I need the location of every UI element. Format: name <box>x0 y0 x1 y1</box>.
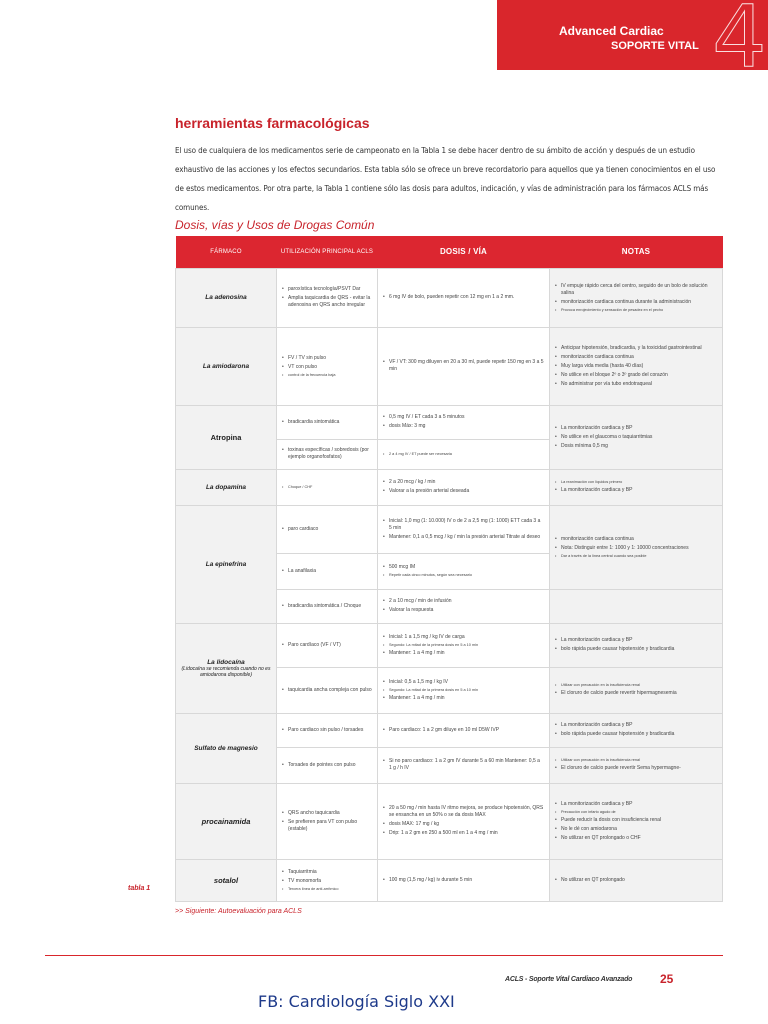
header-farmaco: FÁRMACO <box>176 236 277 268</box>
notes-cell <box>550 623 723 667</box>
list-item: • dosis MAX: 17 mg / kg <box>383 821 544 828</box>
use-cell <box>277 747 378 783</box>
list-item: • VT con pulso <box>282 364 372 371</box>
list-item: • monitorización cardiaca continua <box>555 354 717 361</box>
dose-cell <box>378 268 550 327</box>
list-item: • paroxística tecnología/PSVT Dar <box>282 286 372 293</box>
list-item: • No administrar por vía tubo endotraqueal <box>555 381 717 388</box>
drug-name-text: La lidocaína <box>207 658 245 666</box>
list-item: • 2 a 4 mg IV / ET puede ser necesaria <box>383 452 544 457</box>
list-item: • control de la frecuencia baja <box>282 373 372 378</box>
notes-cell <box>550 747 723 783</box>
use-cell <box>277 405 378 439</box>
use-cell <box>277 469 378 505</box>
list-item: • 6 mg IV de bolo, pueden repetir con 12 mg en 1 a 2 mm. <box>383 294 544 301</box>
intro-paragraph: El uso de cualquiera de los medicamentos serie de campeonato en la Tabla 1 se debe hacer dentro de su ámbito de acción y después de un estudio exhaustivo de las acciones y los efectos secundarios. Esta tabla sólo se ofrece un breve recordatorio para aquellos que ya tienen conocimientos en el uso de estos medicamentos. Por otra parte, la Tabla 1 contiene sólo las dosis para adultos, indicación, y vías de administración para los fármacos ACLS más comunes. <box>175 146 716 212</box>
list-item: • 2 a 10 mcg / min de infusión <box>383 598 544 605</box>
drug-table <box>175 236 723 902</box>
list-item: • Segundo: La mitad de la primera dosis en 5 a 10 min <box>383 688 544 693</box>
dose-cell <box>378 623 550 667</box>
list-item: • Anticipar hipotensión, bradicardia, y la toxicidad gastrointestinal <box>555 345 717 352</box>
notes-cell <box>550 505 723 589</box>
list-item: • Paro cardiaco sin pulso / torsades <box>282 727 372 734</box>
chapter-number: 4 <box>712 0 767 87</box>
table-title: Dosis, vías y Usos de Drogas Común <box>175 218 375 232</box>
notes-cell <box>550 859 723 901</box>
table-caption: tabla 1 <box>128 885 151 892</box>
list-item: • La monitorización cardiaca y BP <box>555 487 717 494</box>
list-item: • Paro cardíaco (VF / VT) <box>282 642 372 649</box>
table-row <box>176 327 723 405</box>
drug-name: Atropina <box>176 405 277 469</box>
list-item: • Se prefieren para VT con pulso (estable) <box>282 819 372 833</box>
dose-cell <box>378 859 550 901</box>
list-item: • Amplia taquicardia de QRS - evitar la adenosina en QRS ancho irregular <box>282 295 372 309</box>
use-cell <box>277 589 378 623</box>
list-item: • Inicial: 1,0 mg (1: 10.000) IV o de 2 a 2,5 mg (1: 1000) ETT cada 3 a 5 min <box>383 518 544 532</box>
list-item: • La monitorización cardiaca y BP <box>555 425 717 432</box>
notes-cell-empty <box>550 589 723 623</box>
list-item: • El cloruro de calcio puede revertir Sema hypermagne- <box>555 765 717 772</box>
list-item: • Utilizar con precaución en la insuficiencia renal <box>555 683 717 688</box>
list-item: • No utilizar en QT prolongado o CHF <box>555 835 717 842</box>
list-item: • TV monomorfa <box>282 878 372 885</box>
dose-cell <box>378 327 550 405</box>
list-item: • FV / TV sin pulso <box>282 355 372 362</box>
list-item: • La reanimación con líquidos primero <box>555 480 717 485</box>
list-item: • VF / VT: 300 mg diluyen en 20 a 30 ml, puede repetir 150 mg en 3 a 5 min <box>383 359 544 373</box>
list-item: • Mantener: 1 a 4 mg / min <box>383 650 544 657</box>
list-item: • 20 a 50 mg / min hasta IV ritmo mejora, se produce hipotensión, QRS se ensancha en un 50% o se da dosis MAX <box>383 805 544 819</box>
table-header-row <box>176 236 723 268</box>
list-item: • taquicardia ancha compleja con pulso <box>282 687 372 694</box>
drug-name: sotalol <box>176 859 277 901</box>
header-notas: NOTAS <box>550 236 723 268</box>
use-cell <box>277 713 378 747</box>
notes-cell <box>550 327 723 405</box>
dose-cell <box>378 589 550 623</box>
list-item: • monitorización cardiaca continua <box>555 536 717 543</box>
list-item: • paro cardiaco <box>282 526 372 533</box>
dose-cell <box>378 553 550 589</box>
list-item: • Puede reducir la dosis con insuficiencia renal <box>555 817 717 824</box>
list-item: • Tercera línea de anti-arrítmico <box>282 887 372 892</box>
footer-divider <box>45 955 723 956</box>
list-item: • La monitorización cardiaca y BP <box>555 801 717 808</box>
list-item: • Muy larga vida media (hasta 40 días) <box>555 363 717 370</box>
list-item: • Inicial: 1 a 1,5 mg / kg IV de carga <box>383 634 544 641</box>
notes-cell <box>550 268 723 327</box>
drug-name: Sulfato de magnesio <box>176 713 277 783</box>
list-item: • Mantener: 0,1 a 0,5 mcg / kg / min la presión arterial Titrate al deseo <box>383 534 544 541</box>
use-cell <box>277 667 378 713</box>
dose-cell <box>378 783 550 859</box>
next-section-link[interactable]: >> Siguiente: Autoevaluación para ACLS <box>175 908 302 915</box>
list-item: • Choque / CHF <box>282 485 372 490</box>
list-item: • toxinas específicas / sobredosis (por ejemplo organofosfatos) <box>282 447 372 461</box>
list-item: • Torsades de pointes con pulso <box>282 762 372 769</box>
use-cell <box>277 439 378 469</box>
list-item: • Dosis mínima 0,5 mg <box>555 443 717 450</box>
table-row <box>176 405 723 439</box>
use-cell <box>277 505 378 553</box>
drug-name: La dopamina <box>176 469 277 505</box>
header-utilizacion: UTILIZACIÓN PRINCIPAL ACLS <box>277 236 378 268</box>
list-item: • 0,5 mg IV / ET cada 3 a 5 minutos <box>383 414 544 421</box>
drug-name-note: (Lidocaína se recomienda cuando no es amiodarona disponible) <box>181 665 271 678</box>
notes-cell <box>550 405 723 469</box>
list-item: • Precaución con infarto agudo de <box>555 810 717 815</box>
list-item: • QRS ancho taquicardia <box>282 810 372 817</box>
drug-name: La epinefrina <box>176 505 277 623</box>
list-item: • Nota: Distinguir entre 1: 1000 y 1: 10000 concentraciones <box>555 545 717 552</box>
list-item: • Inicial: 0,5 a 1,5 mg / kg IV <box>383 679 544 686</box>
dose-cell <box>378 505 550 553</box>
header-dosis: DOSIS / VÍA <box>378 236 550 268</box>
header-subtitle: SOPORTE VITAL <box>611 40 699 52</box>
list-item: • No le dé con amiodarona <box>555 826 717 833</box>
list-item: • Repetir cada cinco minutos, según sea necesario <box>383 573 544 578</box>
list-item: • Segundo: La mitad de la primera dosis en 5 a 10 min <box>383 643 544 648</box>
table-row <box>176 505 723 553</box>
list-item: • No utilice en el bloque 2º o 3º grado del corazón <box>555 372 717 379</box>
use-cell <box>277 859 378 901</box>
dose-cell <box>378 667 550 713</box>
drug-name: La amiodarona <box>176 327 277 405</box>
list-item: • dosis Máx: 3 mg <box>383 423 544 430</box>
footer-text: ACLS - Soporte Vital Cardiaco Avanzado <box>505 976 633 983</box>
drug-name: La adenosina <box>176 268 277 327</box>
list-item: • La monitorización cardiaca y BP <box>555 637 717 644</box>
table-row <box>176 268 723 327</box>
list-item: • Valorar a la presión arterial deseada <box>383 488 544 495</box>
drug-name <box>176 623 277 713</box>
list-item: • 500 mcg IM <box>383 564 544 571</box>
dose-cell <box>378 713 550 747</box>
table-row <box>176 713 723 747</box>
use-cell <box>277 623 378 667</box>
list-item: • 100 mg (1,5 mg / kg) iv durante 5 min <box>383 877 544 884</box>
list-item: • El cloruro de calcio puede revertir hipermagnesemia <box>555 690 717 697</box>
page-number: 25 <box>660 972 674 986</box>
dose-cell <box>378 469 550 505</box>
notes-cell <box>550 713 723 747</box>
facebook-credit: FB: Cardiología Siglo XXI <box>258 992 455 1011</box>
list-item: • IV empuje rápido cerca del centro, seguido de un bolo de solución salina <box>555 283 717 297</box>
use-cell <box>277 268 378 327</box>
list-item: • Taquiarritmia <box>282 869 372 876</box>
table-row <box>176 859 723 901</box>
list-item: • bradicardia sintomática / Choque <box>282 603 372 610</box>
table-row <box>176 469 723 505</box>
list-item: • bolo rápida puede causar hipotensión y bradicardia <box>555 646 717 653</box>
list-item: • La monitorización cardiaca y BP <box>555 722 717 729</box>
list-item: • Dar a través de la línea central cuando sea posible <box>555 554 717 559</box>
dose-cell <box>378 439 550 469</box>
notes-cell <box>550 783 723 859</box>
section-title: herramientas farmacológicas <box>175 115 370 131</box>
list-item: • bolo rápida puede causar hipotensión y bradicardia <box>555 731 717 738</box>
table-row <box>176 623 723 667</box>
list-item: • No utilice en el glaucoma o taquiarritmias <box>555 434 717 441</box>
list-item: • Si no paro cardiaco: 1 a 2 gm IV durante 5 a 60 min Mantener: 0,5 a 1 g / h IV <box>383 758 544 772</box>
list-item: • La anafilaxia <box>282 568 372 575</box>
notes-cell <box>550 469 723 505</box>
list-item: • bradicardia sintomática <box>282 419 372 426</box>
list-item: • 2 a 20 mcg / kg / min <box>383 479 544 486</box>
use-cell <box>277 327 378 405</box>
list-item: • Paro cardiaco: 1 a 2 gm diluye en 10 ml D5W IVP <box>383 727 544 734</box>
list-item: • Valorar la respuesta <box>383 607 544 614</box>
header-title: Advanced Cardiac <box>559 24 664 38</box>
dose-cell <box>378 747 550 783</box>
drug-name: procainamida <box>176 783 277 859</box>
use-cell <box>277 783 378 859</box>
list-item: • Utilizar con precaución en la insuficiencia renal <box>555 758 717 763</box>
list-item: • No utilizar en QT prolongado <box>555 877 717 884</box>
list-item: • Provoca enrojecimiento y sensación de pesadez en el pecho <box>555 308 717 313</box>
table-row <box>176 783 723 859</box>
list-item: • Drip: 1 a 2 gm en 250 a 500 ml en 1 a 4 mg / min <box>383 830 544 837</box>
use-cell <box>277 553 378 589</box>
list-item: • Mantener: 1 a 4 mg / min <box>383 695 544 702</box>
list-item: • monitorización cardiaca continua durante la administración <box>555 299 717 306</box>
dose-cell <box>378 405 550 439</box>
notes-cell <box>550 667 723 713</box>
